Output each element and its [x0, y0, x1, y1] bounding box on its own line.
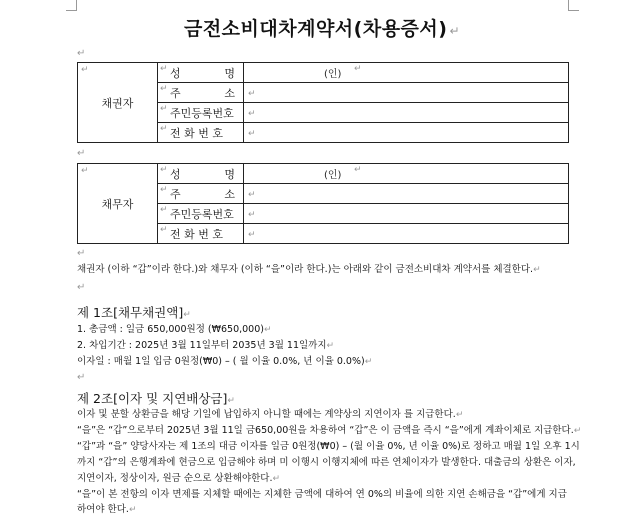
- paragraph-mark-icon: ↵: [77, 282, 86, 293]
- creditor-role-label: 채권자: [101, 96, 134, 110]
- debtor-table: [77, 163, 569, 244]
- paragraph-mark-icon: ↵: [449, 24, 461, 38]
- creditor-table: [77, 62, 569, 143]
- debtor-role-label: 채무자: [101, 197, 134, 211]
- seal-mark: (인): [324, 170, 342, 181]
- article1-line: 이자일 : 매월 1일 입금 0원정(₩0) – ( 월 이율 0.0%, 년 이율 0.0%)↵: [77, 356, 373, 367]
- paragraph-mark-icon: ↵: [77, 48, 86, 59]
- article1-heading: 제 1조[채무채권액]↵: [77, 305, 191, 320]
- crop-mark-top-left: [66, 0, 77, 11]
- creditor-id-label: ↵ 주민등록번호: [158, 103, 244, 123]
- creditor-name-label: ↵ 성 명: [158, 63, 244, 83]
- paragraph-mark-icon: ↵: [81, 166, 89, 176]
- article1-line: 1. 총금액 : 일금 650,000원정 (₩650,000)↵: [77, 324, 272, 335]
- debtor-address-field[interactable]: ↵: [244, 184, 569, 204]
- paragraph-mark-icon: ↵: [81, 65, 89, 75]
- creditor-phone-field[interactable]: ↵: [244, 123, 569, 143]
- article2-line: “을”이 본 전항의 이자 면제를 지체할 때에는 지체한 금액에 대하여 연 0%의 비율에 의한 지연 손해금을 “갑”에게 지급: [77, 489, 567, 500]
- article2-line: 까지 “갑”의 은행계좌에 현금으로 입금해야 하며 미 이행시 이행지체에 따른 연체이자가 발생한다. 대출금의 상환은 이자,: [77, 457, 576, 468]
- creditor-name-field[interactable]: (인) ↵: [244, 63, 569, 83]
- seal-mark: (인): [324, 69, 342, 80]
- paragraph-mark-icon: ↵: [77, 248, 86, 259]
- article2-line: 하여야 한다.↵: [77, 504, 137, 515]
- debtor-name-label: ↵ 성 명: [158, 164, 244, 184]
- creditor-address-label: ↵ 주 소: [158, 83, 244, 103]
- intro-paragraph: 채권자 (이하 “갑”이라 한다.)와 채무자 (이하 “을”이라 한다.)는 아래와 같이 금전소비대차 계약서를 체결한다.↵: [77, 264, 541, 275]
- article2-line: 이자 및 분할 상환금을 해당 기일에 납입하지 아니할 때에는 계약상의 지연이자 를 지급한다.↵: [77, 409, 464, 420]
- paragraph-mark-icon: ↵: [77, 148, 86, 159]
- article2-line: “갑”과 “을” 양당사자는 제 1조의 대금 이자를 일금 0원정(₩0) – (월 이율 0%, 년 이율 0%)로 정하고 매월 1일 오후 1시: [77, 441, 580, 452]
- debtor-name-field[interactable]: (인) ↵: [244, 164, 569, 184]
- debtor-id-label: ↵ 주민등록번호: [158, 204, 244, 224]
- debtor-id-field[interactable]: ↵: [244, 204, 569, 224]
- debtor-address-label: ↵ 주 소: [158, 184, 244, 204]
- creditor-phone-label: ↵ 전 화 번 호: [158, 123, 244, 143]
- article2-heading: 제 2조[이자 및 지연배상금]↵: [77, 391, 235, 406]
- creditor-role-cell: [78, 63, 158, 143]
- document-title: 금전소비대차계약서(차용증서) ↵: [183, 18, 461, 40]
- crop-mark-top-right: [568, 0, 579, 11]
- debtor-role-cell: [78, 164, 158, 244]
- paragraph-mark-icon: ↵: [77, 372, 86, 383]
- creditor-address-field[interactable]: ↵: [244, 83, 569, 103]
- creditor-id-field[interactable]: ↵: [244, 103, 569, 123]
- article2-line: 지연이자, 정상이자, 원금 순으로 상환해야한다.↵: [77, 473, 281, 484]
- article1-line: 2. 차입기간 : 2025년 3월 11일부터 2035년 3월 11일까지↵: [77, 340, 335, 351]
- debtor-phone-label: ↵ 전 화 번 호: [158, 224, 244, 244]
- article2-line: “을”은 “갑”으로부터 2025년 3월 11일 금650,00원을 차용하여 “갑”은 이 금액을 즉시 “을”에게 계좌이체로 지급한다.↵: [77, 425, 582, 436]
- debtor-phone-field[interactable]: ↵: [244, 224, 569, 244]
